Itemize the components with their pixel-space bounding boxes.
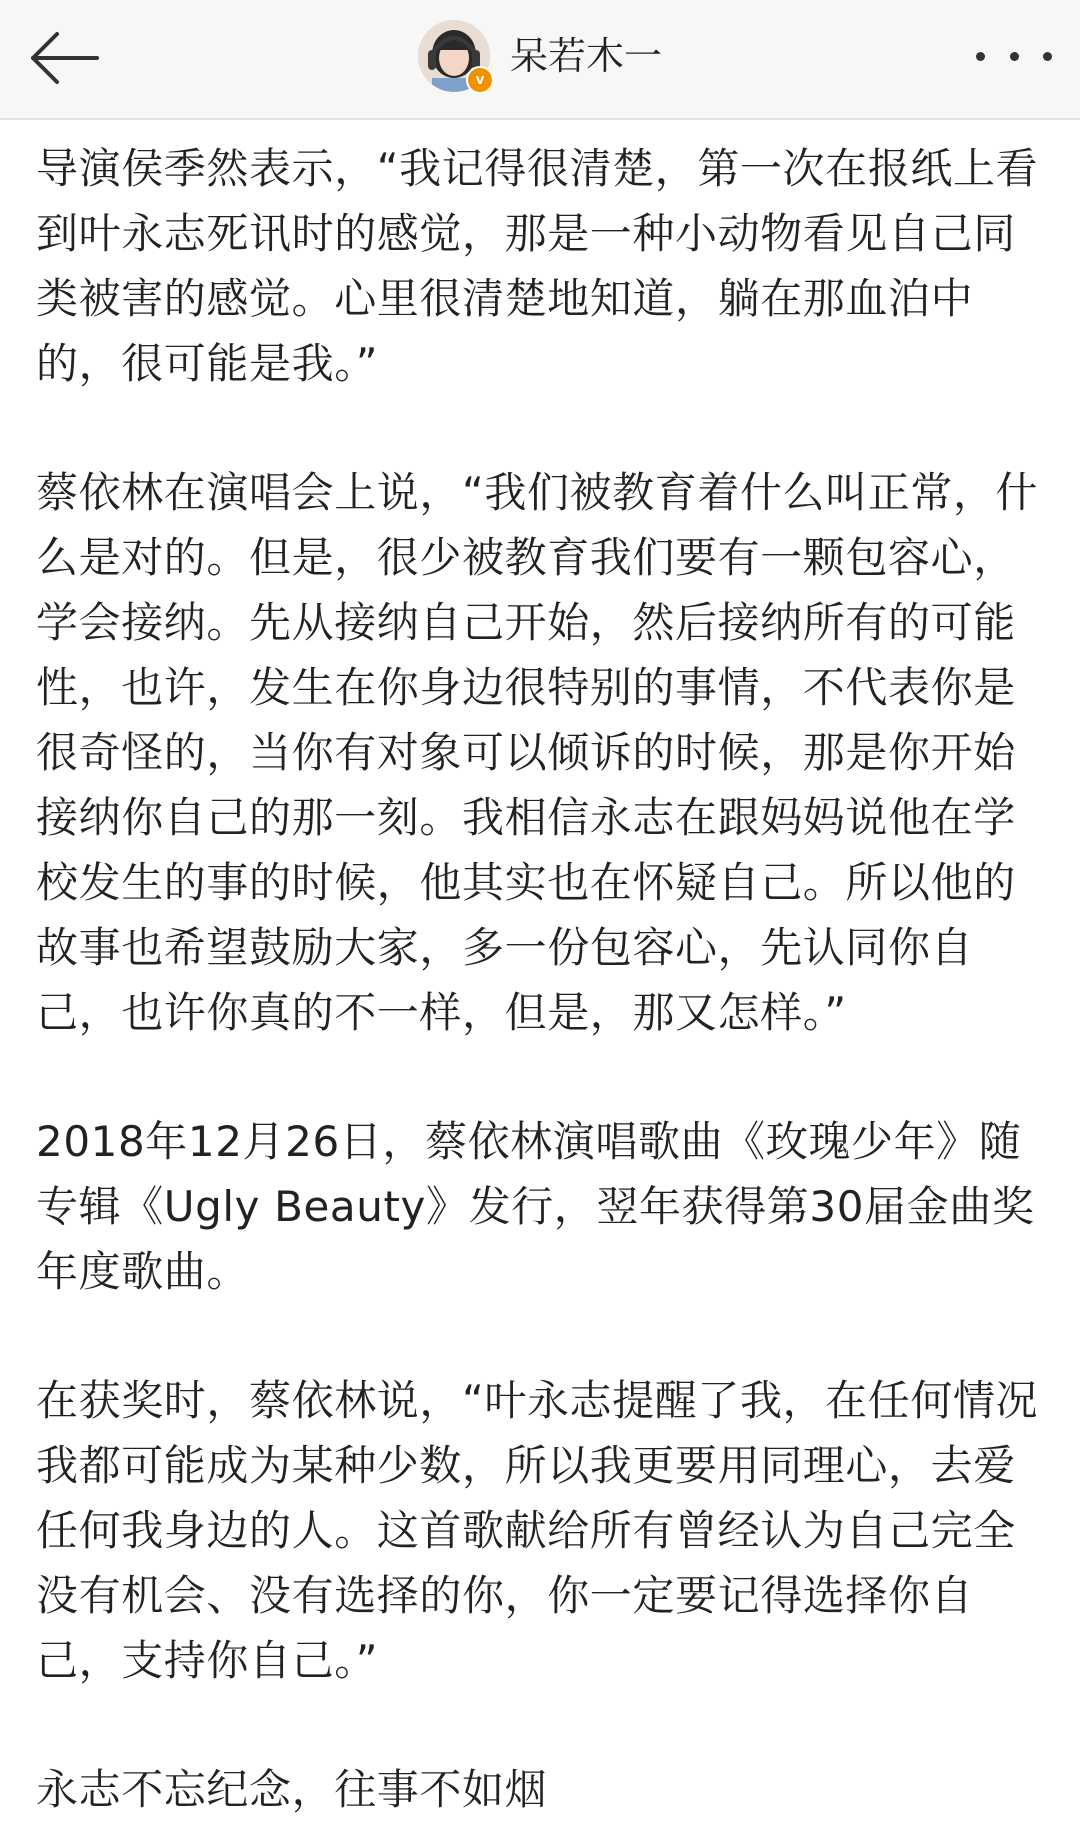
post-paragraph: 2018年12月26日，蔡依林演唱歌曲《玫瑰少年》随专辑《Ugly Beauty》发行，翌年获得第30届金曲奖年度歌曲。	[36, 1117, 1035, 1296]
verified-badge-icon: v	[466, 66, 494, 94]
more-options-button[interactable]	[976, 34, 1052, 78]
back-button[interactable]	[22, 22, 106, 94]
post-body	[36, 136, 1046, 1822]
post-paragraph: 在获奖时，蔡依林说，“叶永志提醒了我，在任何情况我都可能成为某种少数，所以我更要用同理心，去爱任何我身边的人。这首歌献给所有曾经认为自己完全没有机会、没有选择的你，你一定要记得选择你自己，支持你自己。”	[36, 1376, 1039, 1685]
post-paragraph: 蔡依林在演唱会上说，“我们被教育着什么叫正常，什么是对的。但是，很少被教育我们要有一颗包容心，学会接纳。先从接纳自己开始，然后接纳所有的可能性，也许，发生在你身边很特别的事情，不代表你是很奇怪的，当你有对象可以倾诉的时候，那是你开始接纳你自己的那一刻。我相信永志在跟妈妈说他在学校发生的事的时候，他其实也在怀疑自己。所以他的故事也希望鼓励大家，多一份包容心，先认同你自己，也许你真的不一样，但是，那又怎样。”	[36, 468, 1039, 1037]
arrow-left-icon	[27, 28, 101, 88]
author-name[interactable]: 呆若木一	[510, 34, 663, 78]
avatar[interactable]	[418, 20, 490, 92]
post-paragraph: 永志不忘纪念，往事不如烟	[36, 1765, 548, 1814]
more-dots-icon	[976, 52, 985, 61]
top-navigation-bar	[0, 0, 1080, 120]
author-profile[interactable]	[418, 18, 662, 94]
post-paragraph: 导演侯季然表示，“我记得很清楚，第一次在报纸上看到叶永志死讯时的感觉，那是一种小动物看见自己同类被害的感觉。心里很清楚地知道，躺在那血泊中的，很可能是我。”	[36, 144, 1039, 388]
